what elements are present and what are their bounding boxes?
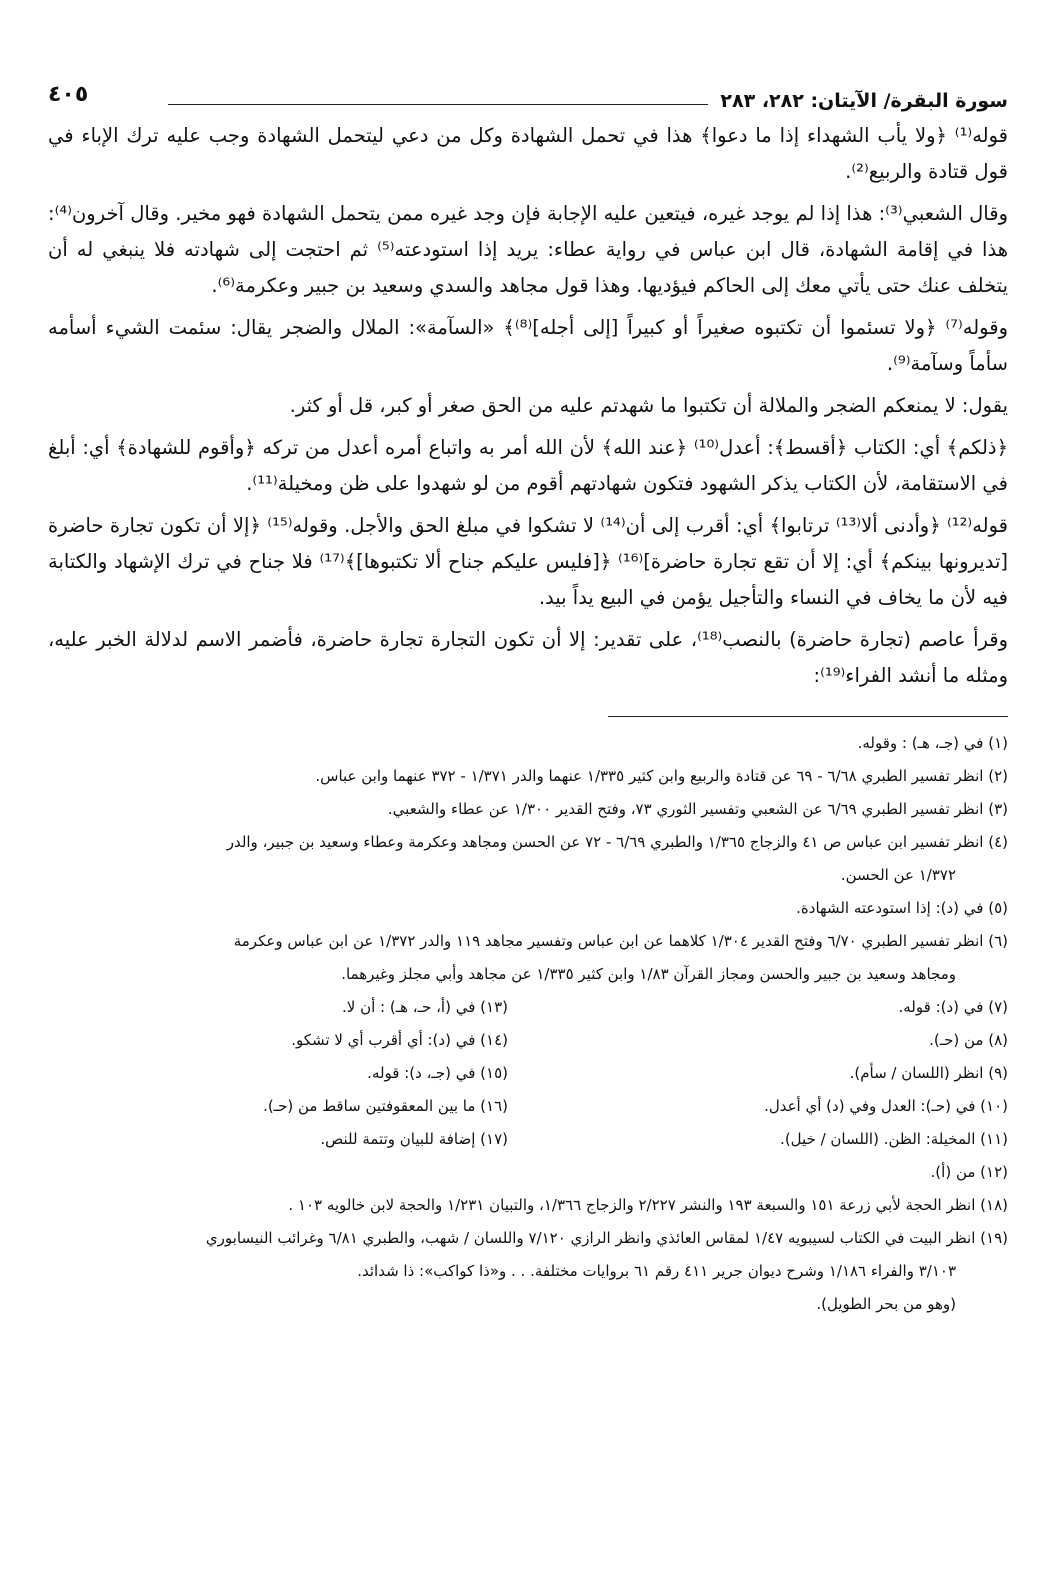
footnote-column-right xyxy=(548,991,1008,1189)
footnote: (١) في (جـ، هـ) : وقوله. xyxy=(857,734,1008,752)
footnote: (١٨) انظر الحجة لأبي زرعة ١٥١ والسبعة ١٩٣ والنشر ٢/٢٢٧ والزجاج ١/٣٦٦، والتبيان ١/٢٣١ والحجة لابن خالويه ١٠٣ . xyxy=(288,1196,1008,1214)
footnote: (١٠) في (حـ): العدل وفي (د) أي أعدل. xyxy=(764,1097,1008,1115)
paragraph: يقول: لا يمنعكم الضجر والملالة أن تكتبوا ما شهدتم عليه من الحق صغر أو كبر، قل أو كثر. xyxy=(289,394,1008,417)
footnote-column-left xyxy=(48,991,508,1189)
footnote: (٧) في (د): قوله. xyxy=(898,998,1008,1016)
footnote: (٣) انظر تفسير الطبري ٦/٦٩ عن الشعبي وتفسير الثوري ٧٣، وفتح القدير ١/٣٠٠ عن عطاء والشعبي. xyxy=(387,800,1008,818)
footnote: (١١) المخيلة: الظن. (اللسان / خيل). xyxy=(780,1130,1008,1148)
header-rule xyxy=(168,104,708,105)
footnote: (٨) من (حـ). xyxy=(929,1031,1008,1049)
footnote: (١٩) انظر البيت في الكتاب لسيبويه ١/٤٧ لمقاس العائذي وانظر الرازي ٧/١٢٠ واللسان / شهب، والطبري ٦/٨١ وغرائب النيسابوري xyxy=(205,1229,1008,1247)
footnote: (٥) في (د): إذا استودعته الشهادة. xyxy=(796,899,1008,917)
footnotes xyxy=(48,727,1008,1321)
footnote: (٤) انظر تفسير ابن عباس ص ٤١ والزجاج ١/٣٦٥ والطبري ٦/٦٩ - ٧٢ عن الحسن ومجاهد وعكرمة وعطاء وسعيد بن جبير، والدر xyxy=(226,833,1008,851)
footnote-continuation: ومجاهد وسعيد بن جبير والحسن ومجاز القرآن ١/٨٣ وابن كثير ١/٣٣٥ عن مجاهد وأبي مجلز وغيرهما. xyxy=(341,965,956,983)
footnote: (١٥) في (جـ، د): قوله. xyxy=(367,1064,508,1082)
footnote: (١٢) من (أ). xyxy=(930,1163,1008,1181)
paragraph: وقوله⁽⁷⁾ ﴿ولا تسئموا أن تكتبوه صغيراً أو كبيراً [إلى أجله]⁽⁸⁾﴾ «السآمة»: الملال والضجر يقال: سئمت الشيء أسأمه سأماً وسآمة⁽⁹⁾. xyxy=(48,316,1008,375)
paragraph: وقال الشعبي⁽³⁾: هذا إذا لم يوجد غيره، فيتعين عليه الإجابة فإن وجد غيره ممن يتحمل الشهادة فهو مخير. وقال آخرون⁽⁴⁾: هذا في إقامة الشهادة، قال ابن عباس في رواية عطاء: يريد إذا استودعته⁽⁵⁾ ثم احتجت إلى شهادته فلا ينبغي له أن يتخلف عنك حتى يأتي معك إلى الحاكم فيؤديها. وهذا قول مجاهد والسدي وسعيد بن جبير وعكرمة⁽⁶⁾. xyxy=(48,202,1008,297)
page-number: ٤٠٥ xyxy=(48,82,89,107)
paragraph: وقرأ عاصم (تجارة حاضرة) بالنصب⁽¹⁸⁾، على تقدير: إلا أن تكون التجارة تجارة حاضرة، فأضمر الاسم لدلالة الخبر عليه، ومثله ما أنشد الفراء⁽¹⁹⁾: xyxy=(48,628,1008,687)
footnote: (٦) انظر تفسير الطبري ٦/٧٠ وفتح القدير ١/٣٠٤ كلاهما عن ابن عباس وتفسير مجاهد ١١٩ والدر ١/٣٧٢ عن ابن عباس وعكرمة xyxy=(233,932,1008,950)
main-text xyxy=(48,118,1008,694)
footnote-rule xyxy=(608,716,1008,717)
footnote: (٩) انظر (اللسان / سأم). xyxy=(849,1064,1008,1082)
paragraph: ﴿ذلكم﴾ أي: الكتاب ﴿أقسط﴾: أعدل⁽¹⁰⁾ ﴿عند الله﴾ لأن الله أمر به واتباع أمره أعدل من تركه ﴿وأقوم للشهادة﴾ أي: أبلغ في الاستقامة، لأن الكتاب يذكر الشهود فتكون شهادتهم أقوم من لو شهدوا على ظن ومخيلة⁽¹¹⁾. xyxy=(48,436,1009,495)
footnote-continuation: ١/٣٧٢ عن الحسن. xyxy=(840,866,956,884)
page-header xyxy=(48,78,1008,118)
footnote: (٢) انظر تفسير الطبري ٦/٦٨ - ٦٩ عن قتادة والربيع وابن كثير ١/٣٣٥ عنهما والدر ١/٣٧١ - ٣٧٢ عنهما وابن عباس. xyxy=(315,767,1008,785)
paragraph: قوله⁽¹⁾ ﴿ولا يأب الشهداء إذا ما دعوا﴾ هذا في تحمل الشهادة وكل من دعي ليتحمل الشهادة وجب عليه ترك الإباء في قول قتادة والربيع⁽²⁾. xyxy=(48,124,1008,183)
footnote: (١٣) في (أ، حـ، هـ) : أن لا. xyxy=(342,998,508,1016)
footnote: (١٤) في (د): أي أقرب أي لا تشكو. xyxy=(291,1031,508,1049)
footnote-continuation: ٣/١٠٣ والفراء ١/١٨٦ وشرح ديوان جرير ٤١١ رقم ٦١ بروايات مختلفة. . . و«ذا كواكب»: ذا شدائد. xyxy=(357,1262,956,1280)
footnote-columns xyxy=(48,991,1008,1189)
paragraph: قوله⁽¹²⁾ ﴿وأدنى ألا⁽¹³⁾ ترتابوا﴾ أي: أقرب إلى أن⁽¹⁴⁾ لا تشكوا في مبلغ الحق والأجل. وقوله⁽¹⁵⁾ ﴿إلا أن تكون تجارة حاضرة [تديرونها بينكم﴾ أي: إلا أن تقع تجارة حاضرة]⁽¹⁶⁾ ﴿[فليس عليكم جناح ألا تكتبوها]﴾⁽¹⁷⁾ فلا جناح في ترك الإشهاد والكتابة فيه لأن ما يخاف في النساء والتأجيل يؤمن في البيع يداً بيد. xyxy=(48,514,1009,609)
footnote: (١٧) إضافة للبيان وتتمة للنص. xyxy=(320,1130,508,1148)
footnote-continuation: (وهو من بحر الطويل). xyxy=(816,1295,956,1313)
footnote: (١٦) ما بين المعقوفتين ساقط من (حـ). xyxy=(263,1097,508,1115)
running-title: سورة البقرة/ الآيتان: ٢٨٢، ٢٨٣ xyxy=(720,90,1008,112)
